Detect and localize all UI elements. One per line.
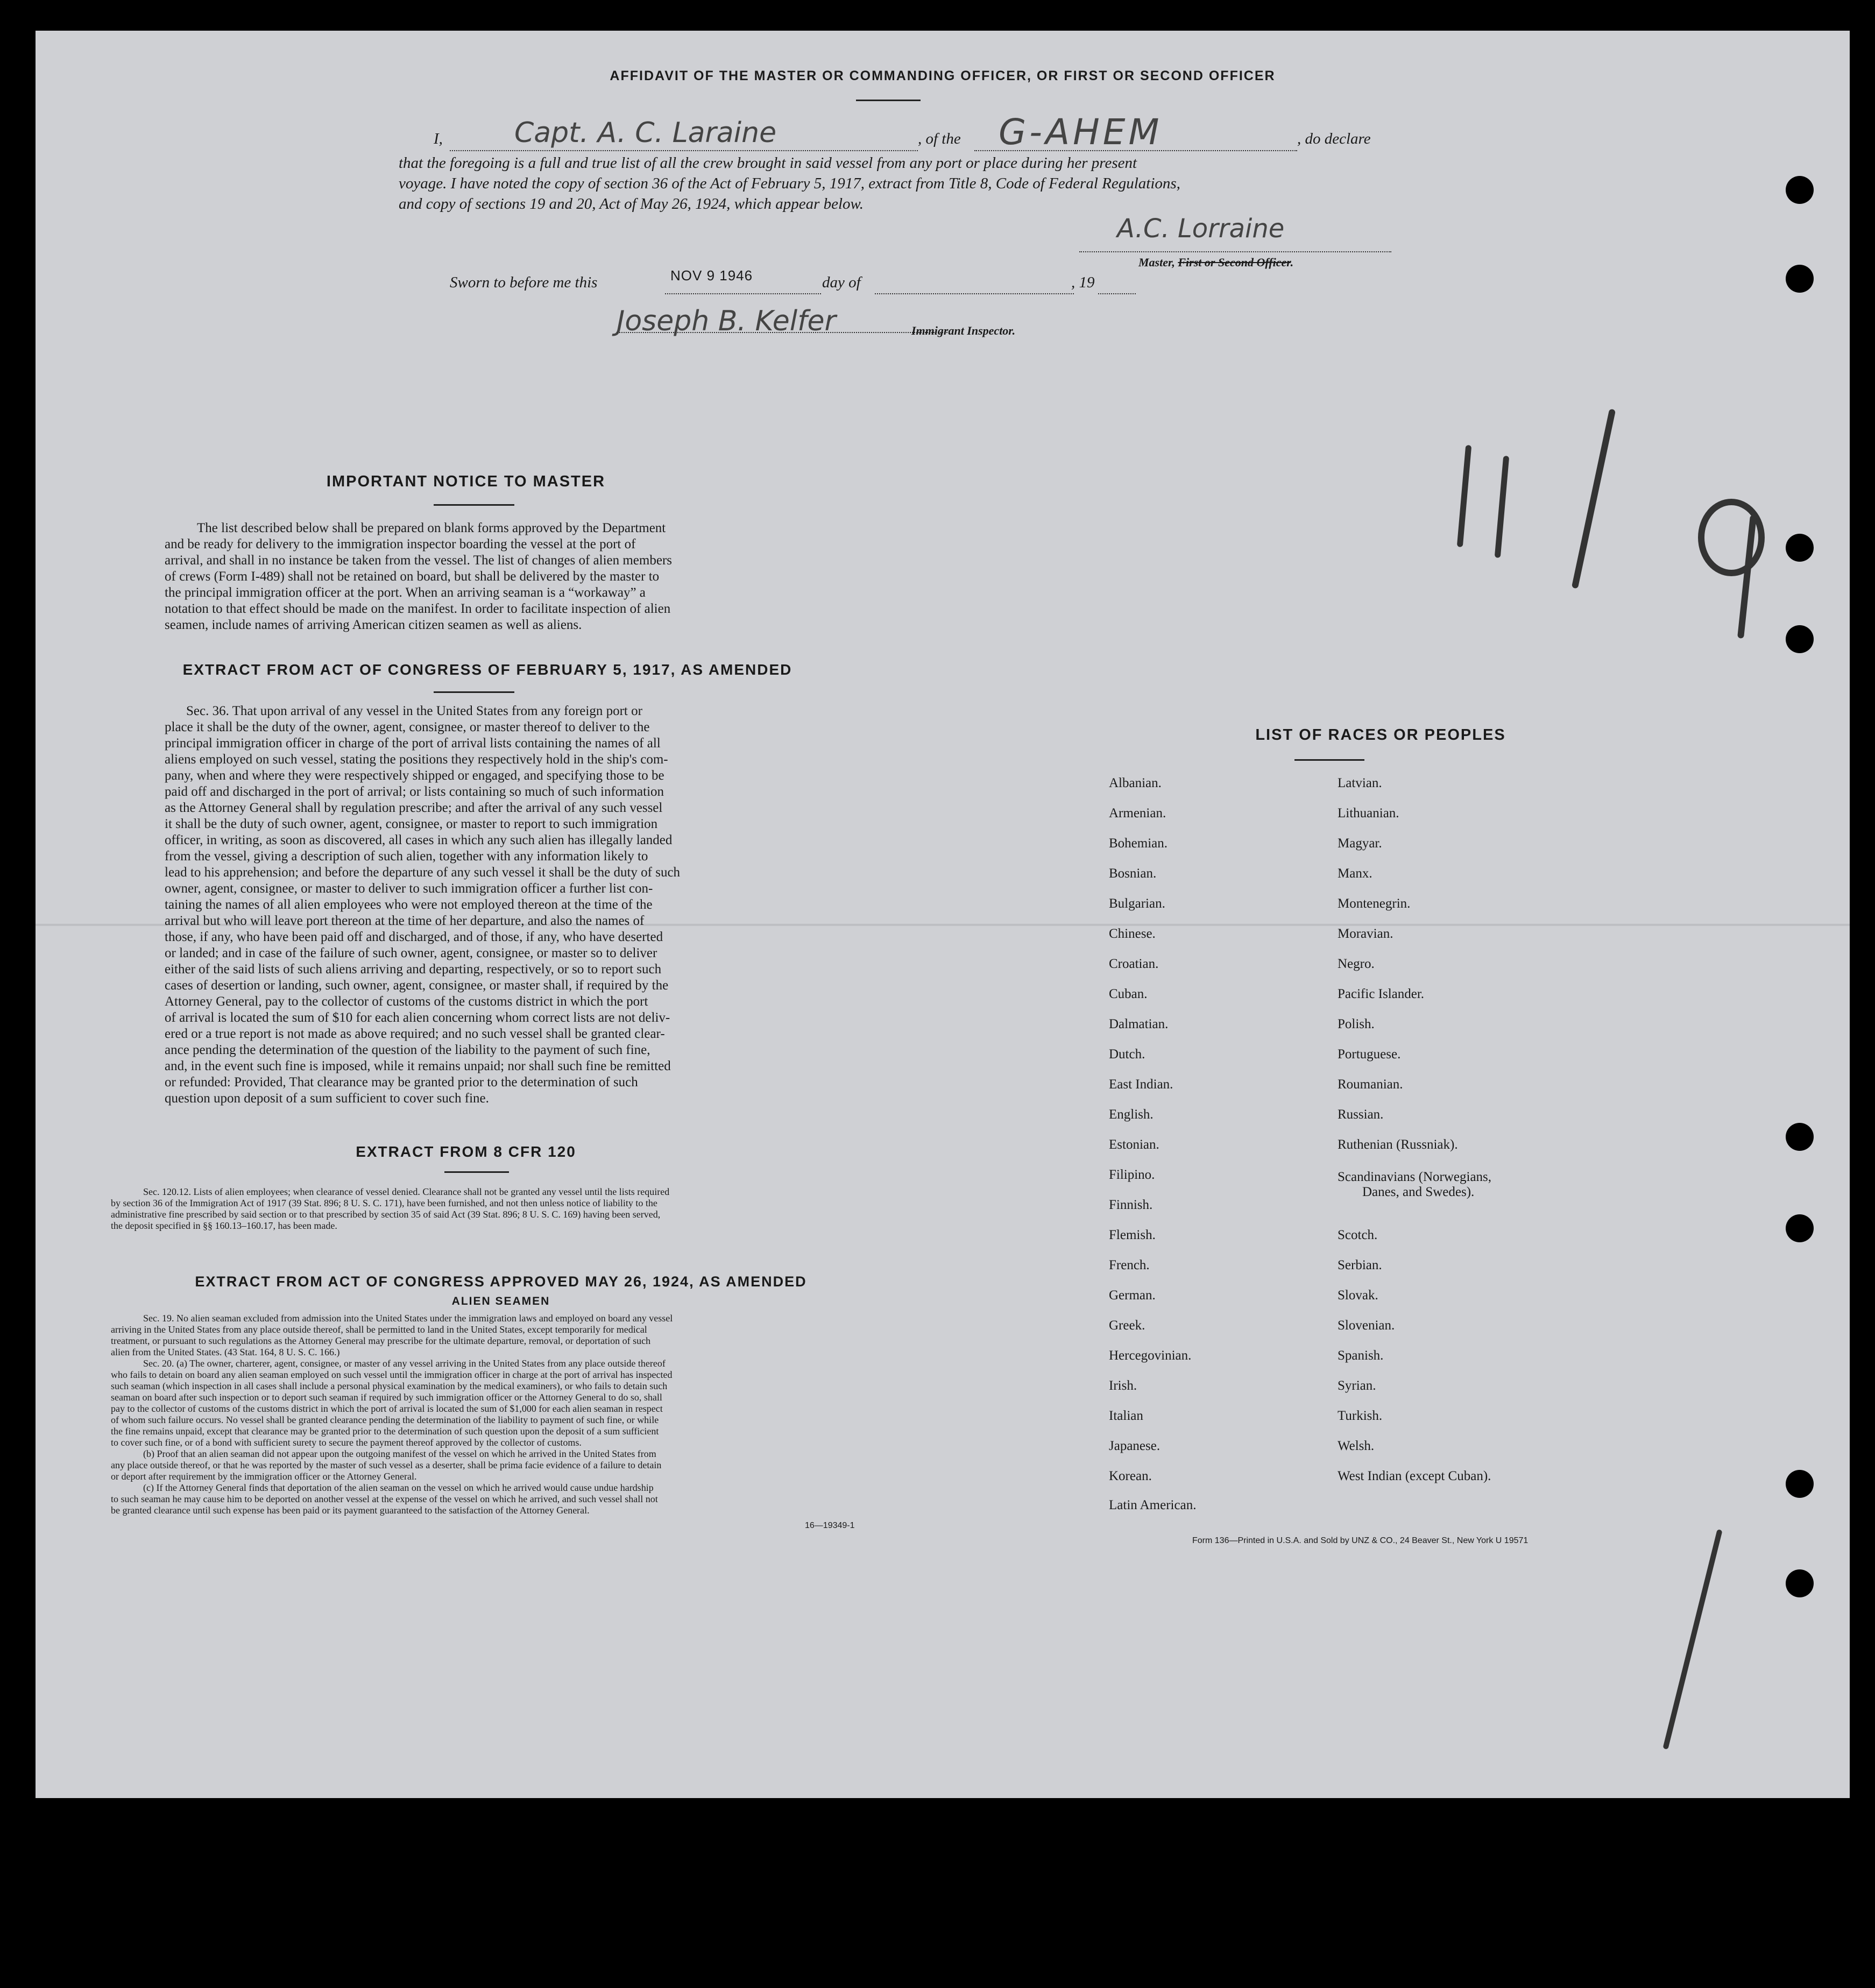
race-item: Croatian. [1109,957,1159,971]
punch-hole [1786,176,1814,204]
notice-line: notation to that effect should be made on the manifest. In order to facilitate inspection of alien [165,602,671,616]
inspector-signature: Joseph B. Kelfer [617,305,836,337]
race-item: Moravian. [1338,926,1393,941]
officer-title-struck: First or Second Officer [1178,256,1291,269]
race-item: Latin American. [1109,1498,1197,1512]
printer-footer: Form 136—Printed in U.S.A. and Sold by UNZ & CO., 24 Beaver St., New York U 19571 [1192,1536,1529,1545]
extract-line: or refunded: Provided, That clearance may be granted prior to the determination of such [165,1075,638,1089]
race-item: Finnish. [1109,1198,1153,1212]
race-item: Spanish. [1338,1348,1384,1363]
race-item: English. [1109,1107,1154,1122]
cfr-line: the deposit specified in §§ 160.13–160.17, has been made. [111,1220,337,1231]
vessel-name: G-AHEM [999,111,1163,153]
punch-hole [1786,625,1814,653]
master-name-line [450,150,918,151]
affidavit-line-1: that the foregoing is a full and true list of all the crew brought in said vessel from any port or place during her present [399,154,1137,172]
sworn-day-line [665,293,821,294]
year-prefix: , 19 [1071,274,1095,291]
race-item: Korean. [1109,1469,1152,1483]
race-item: French. [1109,1258,1150,1272]
punch-hole [1786,1470,1814,1498]
race-item: Scotch. [1338,1228,1378,1242]
race-item: Greek. [1109,1318,1145,1333]
extract-1917-body [165,703,810,1107]
race-item: Irish. [1109,1378,1137,1393]
extract-1924-line: (b) Proof that an alien seaman did not appear upon the outgoing manifest of the vessel on which he arrived in the United States from [143,1448,656,1459]
extract-1924-line: (c) If the Attorney General finds that deportation of the alien seaman on the vessel on which he arrived would cause undue hardship [143,1482,654,1493]
race-item: Estonian. [1109,1137,1159,1152]
notice-body [165,520,810,633]
notice-line: and be ready for delivery to the immigration inspector boarding the vessel at the port of [165,537,636,551]
punch-hole [1786,1123,1814,1151]
race-item: Hercegovinian. [1109,1348,1192,1363]
extract-line: Sec. 36. That upon arrival of any vessel in the United States from any foreign port or [186,704,642,718]
extract-line: ance pending the determination of the question of the liability to the payment of such fine, [165,1043,650,1057]
date-stamp: NOV 9 1946 [670,267,753,284]
punch-hole [1786,265,1814,293]
race-item: Turkish. [1338,1409,1383,1423]
race-item: Flemish. [1109,1228,1156,1242]
race-item: Dutch. [1109,1047,1145,1062]
race-item: Japanese. [1109,1439,1161,1453]
race-item: Lithuanian. [1338,806,1399,820]
extract-1924-body [111,1313,891,1516]
extract-line: taining the names of all alien employees who were not employed thereon at the time of the [165,897,653,912]
race-item: Polish. [1338,1017,1375,1031]
race-item: Bosnian. [1109,866,1157,881]
extract-1924-line: treatment, or pursuant to such regulations as the Attorney General may prescribe for the ultimate departure, removal, or deportation of such [111,1335,651,1346]
race-item: Danes, and Swedes). [1362,1185,1475,1199]
race-item: East Indian. [1109,1077,1173,1092]
extract-line: pany, when and where they were respectively shipped or engaged, and specifying those to be [165,768,664,783]
extract-line: paid off and discharged in the port of arrival; or lists containing so much of such information [165,784,664,799]
race-item: Latvian. [1338,776,1382,790]
race-item: Cuban. [1109,987,1148,1001]
extract-1917-title: EXTRACT FROM ACT OF CONGRESS OF FEBRUARY 5, 1917, AS AMENDED [182,661,793,678]
officer-signature-line [1079,251,1391,252]
extract-1924-line: any place outside thereof, or that he was reported by the master of such vessel as a deserter, shall be prima facie evidence of a failure to detain [111,1460,662,1470]
affidavit-line-3: and copy of sections 19 and 20, Act of May 26, 1924, which appear below. [399,195,864,213]
sworn-text: Sworn to before me this [450,274,598,291]
extract-1924-line: arriving in the United States from any place outside thereof, shall be permitted to land in the United States, except temporarily for medical [111,1324,647,1335]
extract-line: officer, in writing, as soon as discovered, all cases in which any such alien has illegally landed [165,833,673,847]
races-rule [1294,759,1364,761]
race-item: Armenian. [1109,806,1166,820]
extract-line: Attorney General, pay to the collector of customs of the customs district in which the port [165,994,648,1009]
do-declare-label: , do declare [1297,130,1371,147]
race-item: West Indian (except Cuban). [1338,1469,1491,1483]
race-item: German. [1109,1288,1156,1303]
affidavit-line-2: voyage. I have noted the copy of section 36 of the Act of February 5, 1917, extract from Title 8, Code of Federal Regulations, [399,175,1180,192]
race-item: Slovenian. [1338,1318,1395,1333]
title-rule [856,100,921,101]
officer-signature: A.C. Lorraine [1117,214,1285,244]
cfr-body [111,1186,891,1232]
extract-1924-line: Sec. 20. (a) The owner, charterer, agent, consignee, or master of any vessel arriving in the United States from any place outside thereof [143,1358,666,1369]
extract-line: aliens employed on such vessel, stating the positions they respectively hold in the ship's com- [165,752,668,767]
extract-line: cases of desertion or landing, such owner, agent, consignee, or master shall, if required by the [165,978,669,993]
of-the-label: , of the [918,130,961,147]
extract-line: arrival but who will leave port thereon at the time of her departure, and also the names of [165,914,645,928]
inspector-line [617,332,947,333]
extract-1924-line: the fine remains unpaid, except that clearance may be granted prior to the determination of such question upon the deposit of a sum sufficient [111,1426,659,1437]
cfr-line: administrative fine prescribed by said section or to that prescribed by section 35 of said Act (39 Stat. 896; 8 U. S. C. 169) having been served, [111,1209,661,1220]
notice-line: seamen, include names of arriving American citizen seamen as well as aliens. [165,618,582,632]
document-page [36,31,1850,1798]
extract-line: principal immigration officer in charge of the port of arrival lists containing the names of all [165,736,661,751]
notice-title: IMPORTANT NOTICE TO MASTER [326,473,606,490]
year-line [1098,293,1136,294]
extract-1924-line: alien from the United States. (43 Stat. 164, 8 U. S. C. 166.) [111,1347,340,1357]
extract-line: from the vessel, giving a description of such alien, together with any information likely to [165,849,648,864]
handwritten-date-note [1413,407,1843,649]
notice-line: arrival, and shall in no instance be taken from the vessel. The list of changes of alien members [165,553,672,568]
notice-rule [434,504,514,506]
inspector-title: Immigrant Inspector. [911,324,1016,337]
race-item: Welsh. [1338,1439,1375,1453]
extract-line: of arrival is located the sum of $10 for each alien concerning whom correct lists are not deliv- [165,1010,670,1025]
cfr-rule [444,1171,509,1173]
extract-line: place it shall be the duty of the owner, agent, consignee, or master thereof to deliver to the [165,720,650,734]
race-item: Montenegrin. [1338,896,1411,911]
race-item: Filipino. [1109,1168,1155,1182]
punch-hole [1786,1214,1814,1242]
race-item: Roumanian. [1338,1077,1403,1092]
extract-1924-line: be granted clearance until such expense has been paid or its payment guaranteed to the satisfaction of the Attorney General. [111,1505,590,1516]
extract-1924-line: of whom such failure occurs. No vessel shall be granted clearance pending the determination of the liability to payment of such fine, or while [111,1414,659,1425]
extract-line: question upon deposit of a sum sufficient to cover such fine. [165,1091,489,1106]
extract-line: owner, agent, consignee, or master to deliver to such immigration officer a further list con- [165,881,653,896]
race-item: Dalmatian. [1109,1017,1169,1031]
extract-line: as the Attorney General shall by regulation prescribe; and after the arrival of any such vessel [165,801,663,815]
extract-line: ered or a true report is not made as above required; and no such vessel shall be granted clear- [165,1027,665,1041]
extract-line: it shall be the duty of such owner, agent, consignee, or master to report to such immigration [165,817,658,831]
extract-line: lead to his apprehension; and before the departure of any such vessel it shall be the duty of such [165,865,681,880]
i-label: I, [434,130,443,147]
officer-title: Master, First or Second Officer. [1138,256,1294,269]
race-item: Slovak. [1338,1288,1378,1303]
race-item: Italian [1109,1409,1143,1423]
race-item: Serbian. [1338,1258,1382,1272]
race-item: Magyar. [1338,836,1382,851]
race-item: Manx. [1338,866,1372,881]
extract-1924-line: who fails to detain on board any alien seaman employed on such vessel until the immigration officer in charge at the port of arrival has inspected [111,1369,673,1380]
extract-1924-line: to cover such fine, or of a bond with sufficient surety to secure the payment thereof approved by the collector of customs. [111,1437,582,1448]
extract-1917-rule [434,691,514,693]
extract-1924-line: Sec. 19. No alien seaman excluded from admission into the United States under the immigration laws and employed on board any vessel [143,1313,673,1324]
notice-line: The list described below shall be prepared on blank forms approved by the Department [197,521,666,535]
master-name: Capt. A. C. Laraine [514,117,777,149]
punch-hole [1786,1569,1814,1597]
punch-hole [1786,534,1814,562]
race-item: Chinese. [1109,926,1156,941]
race-item: Bohemian. [1109,836,1168,851]
month-line [875,293,1074,294]
race-item: Portuguese. [1338,1047,1401,1062]
race-item: Albanian. [1109,776,1162,790]
notice-line: of crews (Form I-489) shall not be retained on board, but shall be delivered by the master to [165,569,660,584]
races-title: LIST OF RACES OR PEOPLES [1255,726,1506,744]
extract-line: or landed; and in case of the failure of such owner, agent, consignee, or master so to deliver [165,946,657,960]
form-code: 16—19349-1 [805,1521,855,1530]
race-item: Scandinavians (Norwegians, [1338,1170,1492,1184]
race-item: Ruthenian (Russniak). [1338,1137,1458,1152]
race-item: Negro. [1338,957,1375,971]
race-item: Syrian. [1338,1378,1376,1393]
race-item: Pacific Islander. [1338,987,1425,1001]
cfr-title: EXTRACT FROM 8 CFR 120 [356,1143,576,1160]
handwritten-page-mark [1641,1516,1738,1768]
extract-line: and, in the event such fine is imposed, while it remains unpaid; nor shall such fine be remitted [165,1059,671,1073]
officer-title-master: Master, [1138,256,1175,269]
notice-line: the principal immigration officer at the port. When an arriving seaman is a “workaway” a [165,585,646,600]
extract-1924-title: EXTRACT FROM ACT OF CONGRESS APPROVED MAY 26, 1924, AS AMENDED [195,1274,807,1290]
extract-line: either of the said lists of such aliens arriving and departing, respectively, or so to report such [165,962,662,977]
extract-1924-line: seaman on board after such inspection or to deport such seaman if required by such immigration officer or the Attorney General to do so, shall [111,1392,662,1403]
day-of-label: day of [822,274,861,291]
race-item: Bulgarian. [1109,896,1165,911]
cfr-line: Sec. 120.12. Lists of alien employees; when clearance of vessel denied. Clearance shall not be granted any vessel until the lists required [143,1186,670,1197]
extract-1924-line: to such seaman he may cause him to be deported on another vessel at the expense of the vessel on which he arrived, and such vessel shall not [111,1494,658,1504]
extract-line: those, if any, who have been paid off and discharged, and of those, if any, who have deserted [165,930,663,944]
cfr-line: by section 36 of the Immigration Act of 1917 (39 Stat. 896; 8 U. S. C. 171), have been furnished, and not then unless notice of liability to the [111,1198,657,1208]
extract-1924-line: or deport after requirement by the immigration officer or the Attorney General. [111,1471,417,1482]
extract-1924-subtitle: ALIEN SEAMEN [451,1295,550,1307]
extract-1924-line: pay to the collector of customs of the customs district in which the port of arrival is located the sum of $1,000 for each alien seaman in respect [111,1403,663,1414]
affidavit-title: AFFIDAVIT OF THE MASTER OR COMMANDING OFFICER, OR FIRST OR SECOND OFFICER [610,68,1276,83]
extract-1924-line: such seaman (which inspection in all cases shall include a personal physical examination by the medical examiners), or who fails to detain such [111,1381,668,1391]
race-item: Russian. [1338,1107,1384,1122]
